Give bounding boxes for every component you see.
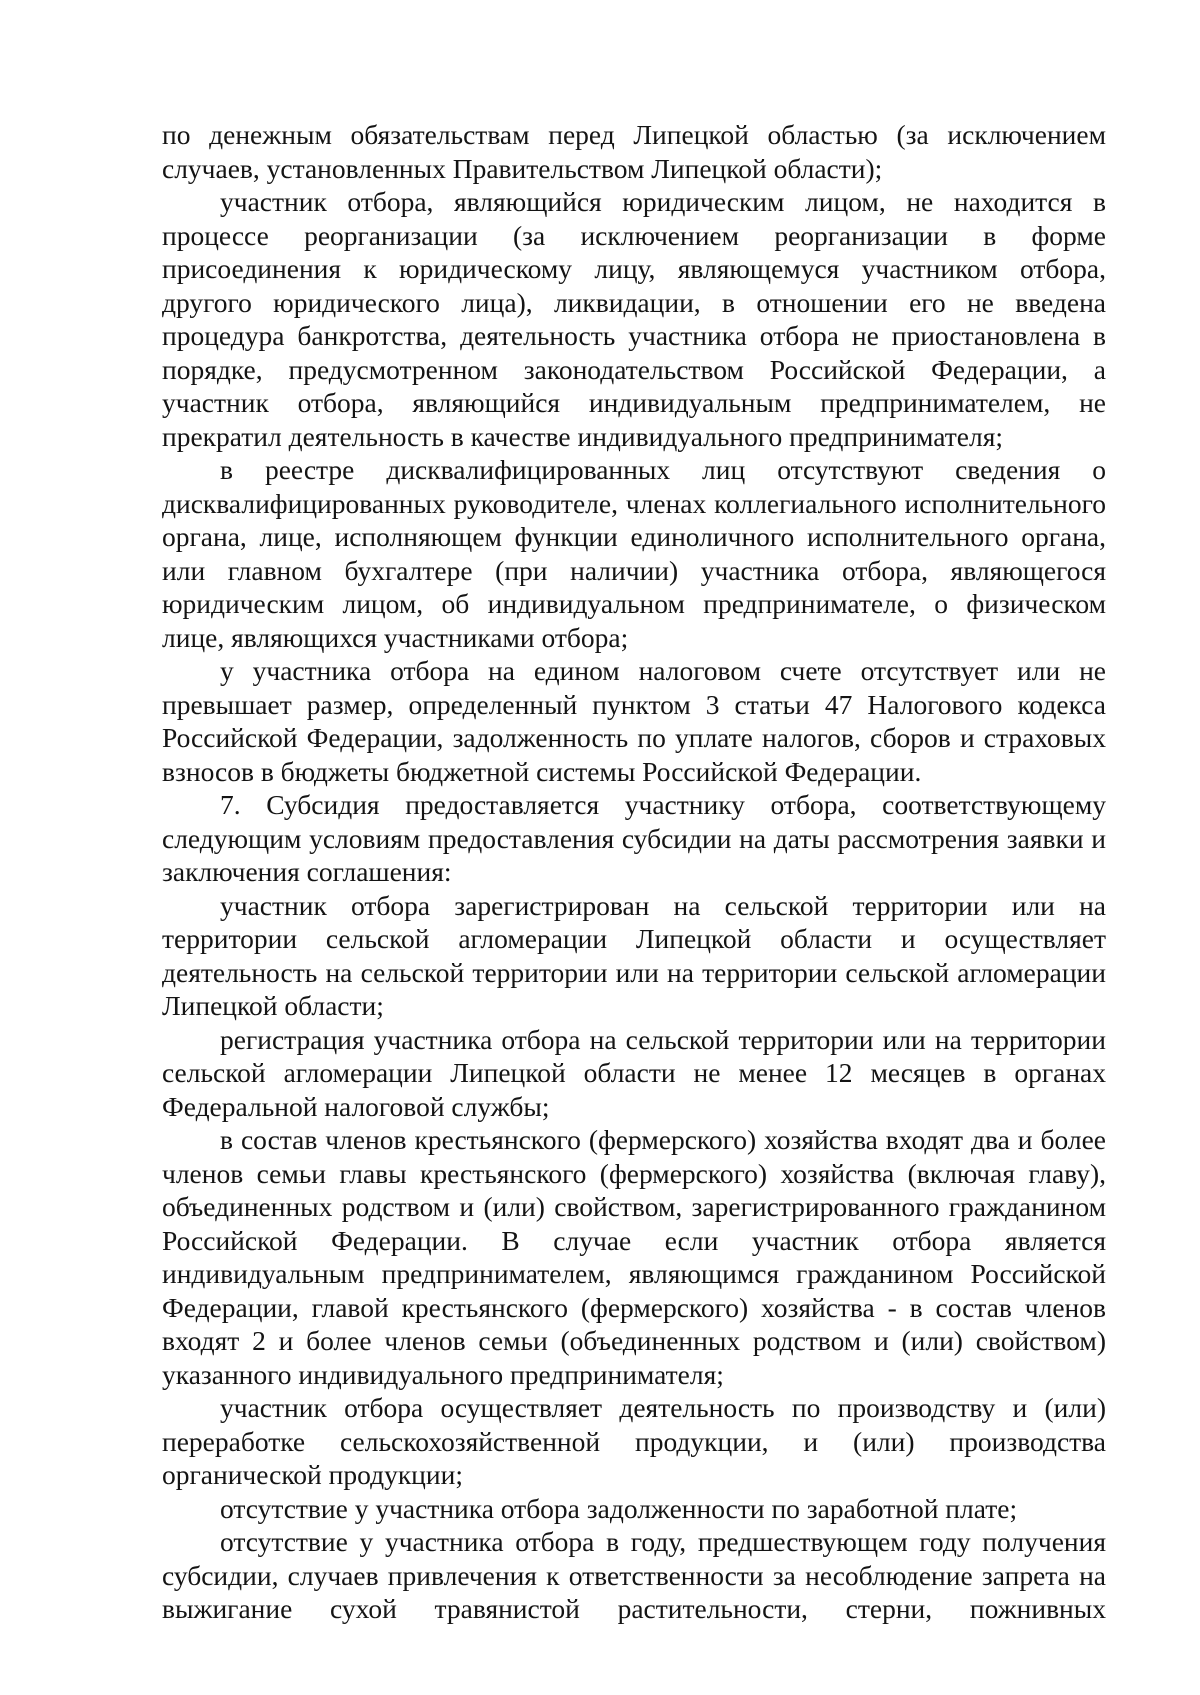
paragraph-continuation: по денежным обязательствам перед Липецкой областью (за исключением случаев, установленных Правительством Липецкой области);: [162, 119, 1106, 184]
paragraph-rural-registration: участник отбора зарегистрирован на сельской территории или на территории сельской агломерации Липецкой области и осуществляет деятельность на сельской территории или на территории сельской агломерации Липецкой области;: [162, 889, 1106, 1021]
paragraph-farm-members: в состав членов крестьянского (фермерского) хозяйства входят два и более членов семьи главы крестьянского (фермерского) хозяйства (включая главу), объединенных родством и (или) свойством, зарегистрированного гражданином Российской Федерации. В случае если участник отбора является индивидуальным предпринимателем, являющимся гражданином Российской Федерации, главой крестьянского (фермерского) хозяйства - в состав членов входят 2 и более членов семьи (объединенных родством и (или) свойством) указанного индивидуального предпринимателя;: [162, 1124, 1106, 1390]
paragraph-production-activity: участник отбора осуществляет деятельность по производству и (или) переработке сельскохозяйственной продукции, и (или) производства органической продукции;: [162, 1392, 1106, 1490]
paragraph-reorganization-condition: участник отбора, являющийся юридическим лицом, не находится в процессе реорганизации (за исключением реорганизации в форме присоединения к юридическому лицу, являющемуся участником отбора, другого юридического лица), ликвидации, в отношении его не введена процедура банкротства, деятельность участника отбора не приостановлена в порядке, предусмотренном законодательством Российской Федерации, а участник отбора, являющийся индивидуальным предпринимателем, не прекратил деятельность в качестве индивидуального предпринимателя;: [162, 186, 1106, 452]
paragraph-disqualified-persons-condition: в реестре дисквалифицированных лиц отсутствуют сведения о дисквалифицированных руководителе, членах коллегиального исполнительного органа, лице, исполняющем функции единоличного исполнительного органа, или главном бухгалтере (при наличии) участника отбора, являющегося юридическим лицом, об индивидуальном предпринимателе, о физическом лице, являющихся участниками отбора;: [162, 454, 1106, 653]
document-body: [162, 118, 1106, 1626]
paragraph-item-7: 7. Субсидия предоставляется участнику отбора, соответствующему следующим условиям предоставления субсидии на даты рассмотрения заявки и заключения соглашения:: [162, 789, 1106, 887]
paragraph-registration-period: регистрация участника отбора на сельской территории или на территории сельской агломерации Липецкой области не менее 12 месяцев в органах Федеральной налоговой службы;: [162, 1023, 1106, 1122]
paragraph-tax-debt-condition: у участника отбора на едином налоговом счете отсутствует или не превышает размер, определенный пунктом 3 статьи 47 Налогового кодекса Российской Федерации, задолженность по уплате налогов, сборов и страховых взносов в бюджеты бюджетной системы Российской Федерации.: [162, 655, 1106, 787]
paragraph-burning-ban: отсутствие у участника отбора в году, предшествующем году получения субсидии, случаев привлечения к ответственности за несоблюдение запрета на выжигание сухой травянистой растительности, стерни, пожнивных: [162, 1526, 1106, 1624]
paragraph-no-wage-debt: отсутствие у участника отбора задолженности по заработной плате;: [220, 1492, 1018, 1524]
